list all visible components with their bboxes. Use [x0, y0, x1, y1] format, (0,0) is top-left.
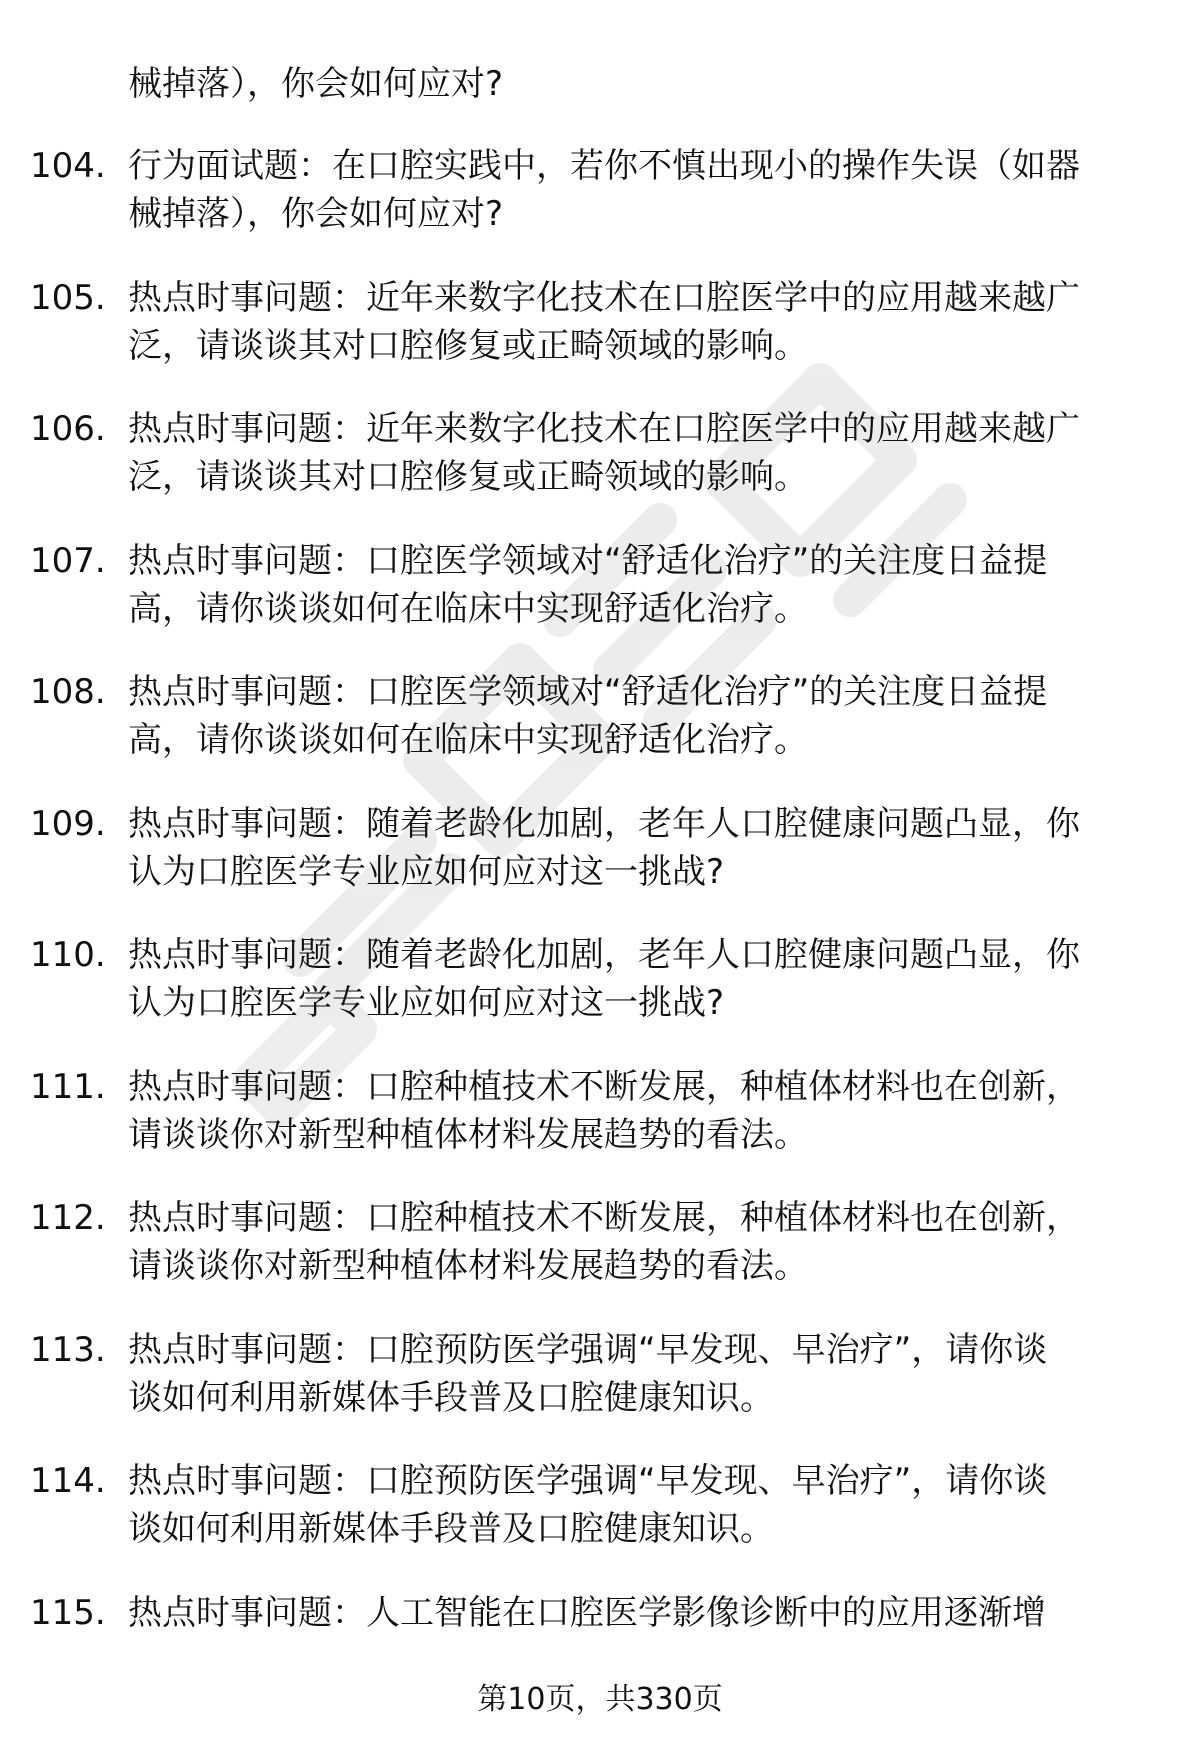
question-line: 热点时事问题：人工智能在口腔医学影像诊断中的应用逐渐增 [128, 1592, 1046, 1633]
question-text [128, 1457, 1138, 1553]
question-line: 高，请你谈谈如何在临床中实现舒适化治疗。 [128, 720, 808, 760]
question-text [128, 274, 1138, 370]
question-line: 谈如何利用新媒体手段普及口腔健康知识。 [128, 1377, 774, 1418]
question-number: 105. [30, 277, 106, 318]
question-number: 109. [30, 803, 106, 844]
question-number: 110. [30, 935, 106, 975]
question-line: 热点时事问题：口腔预防医学强调“早发现、早治疗”，请你谈 [128, 1329, 1048, 1370]
question-line: 请谈谈你对新型种植体材料发展趋势的看法。 [128, 1114, 808, 1155]
question-number: 112. [30, 1198, 106, 1238]
question-line: 热点时事问题：近年来数字化技术在口腔医学中的应用越来越广 [128, 409, 1080, 449]
question-item [0, 537, 1200, 633]
question-line: 热点时事问题：随着老龄化加剧，老年人口腔健康问题凸显，你 [128, 935, 1080, 975]
question-item [0, 800, 1200, 896]
question-number: 107. [30, 540, 106, 581]
question-line: 热点时事问题：随着老龄化加剧，老年人口腔健康问题凸显，你 [128, 803, 1080, 844]
question-line: 谈如何利用新媒体手段普及口腔健康知识。 [128, 1509, 774, 1549]
question-line: 热点时事问题：口腔预防医学强调“早发现、早治疗”，请你谈 [128, 1461, 1048, 1501]
question-item [0, 1063, 1200, 1159]
question-line: 热点时事问题：口腔医学领域对“舒适化治疗”的关注度日益提 [128, 540, 1048, 581]
question-item [0, 1194, 1200, 1290]
question-line: 请谈谈你对新型种植体材料发展趋势的看法。 [128, 1246, 808, 1286]
question-item [0, 274, 1200, 370]
question-line: 泛，请谈谈其对口腔修复或正畸领域的影响。 [128, 457, 808, 497]
question-item [0, 1457, 1200, 1553]
question-text [128, 1589, 1138, 1637]
question-text [128, 142, 1138, 238]
question-item [0, 668, 1200, 764]
question-number: 114. [30, 1461, 106, 1501]
question-text [128, 931, 1138, 1027]
question-list [0, 142, 1200, 1720]
question-number: 104. [30, 146, 106, 186]
question-line: 泛，请谈谈其对口腔修复或正畸领域的影响。 [128, 325, 808, 366]
question-text [128, 1063, 1138, 1159]
question-line: 行为面试题：在口腔实践中，若你不慎出现小的操作失误（如器 [128, 146, 1080, 186]
question-line: 热点时事问题：口腔种植技术不断发展，种植体材料也在创新， [128, 1198, 1080, 1238]
page-footer: 第10页，共330页 [477, 1682, 723, 1717]
question-text [128, 1326, 1138, 1422]
question-text [128, 800, 1138, 896]
continuation-text: 械掉落），你会如何应对? [128, 64, 504, 104]
question-number: 111. [30, 1066, 106, 1107]
question-text [128, 668, 1138, 764]
question-line: 认为口腔医学专业应如何应对这一挑战? [128, 851, 725, 892]
question-item [0, 405, 1200, 501]
question-number: 106. [30, 409, 106, 449]
question-line: 热点时事问题：口腔种植技术不断发展，种植体材料也在创新， [128, 1066, 1080, 1107]
question-item [0, 931, 1200, 1027]
question-number: 115. [30, 1592, 106, 1633]
question-text [128, 1194, 1138, 1290]
question-number: 113. [30, 1329, 106, 1370]
question-line: 械掉落），你会如何应对? [128, 194, 504, 234]
question-number: 108. [30, 672, 106, 712]
question-text [128, 405, 1138, 501]
question-line: 认为口腔医学专业应如何应对这一挑战? [128, 983, 725, 1023]
question-item [0, 1589, 1200, 1685]
question-item [0, 1326, 1200, 1422]
question-line: 热点时事问题：近年来数字化技术在口腔医学中的应用越来越广 [128, 277, 1080, 318]
question-line: 高，请你谈谈如何在临床中实现舒适化治疗。 [128, 588, 808, 629]
question-text [128, 537, 1138, 633]
question-item [0, 142, 1200, 238]
question-line: 热点时事问题：口腔医学领域对“舒适化治疗”的关注度日益提 [128, 672, 1048, 712]
